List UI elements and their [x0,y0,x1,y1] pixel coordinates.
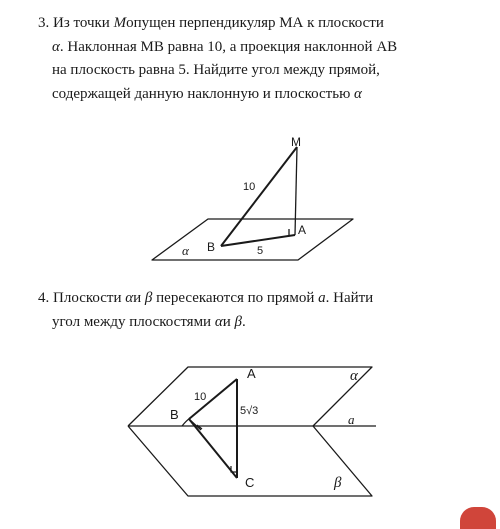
problem-4-text [38,287,478,334]
math-var-alpha: α [52,38,60,55]
label-line-a: a [348,412,355,427]
math-var-alpha: α [354,85,362,102]
label-B: B [207,240,216,254]
corner-badge [460,507,496,529]
label-AB-length: 5 [257,245,264,257]
problem-4-line-1 [38,287,478,311]
problem-3-text-part: опущен перпендикуляр МА к плоскости [126,15,384,31]
math-var-beta: β [144,290,153,306]
problem-3-number: 3. [38,15,50,31]
label-AC-length: 5√3 [240,405,259,417]
label-A: A [298,223,307,237]
segment-MB [221,147,297,246]
problem-4-text-part: . [241,313,246,330]
math-var-M: M [113,15,127,31]
label-MB-length: 10 [243,181,256,193]
problem-3-text-part: . Наклонная МВ равна 10, а проекция наклонной АВ [59,38,398,55]
label-BA-length: 10 [194,391,207,403]
problem-4-text-part: Плоскости [53,290,122,306]
problem-4-text-part: и [133,290,142,306]
label-plane-alpha: α [182,243,189,258]
problem-4-text-part: и [222,313,231,330]
problem-4-number: 4. [38,290,50,306]
problem-3-text-part: Из точки [53,15,110,31]
label-C: C [245,475,255,490]
problem-4-text-part: угол между плоскостями [52,313,212,330]
math-var-a: a [318,290,326,306]
label-plane-beta: β [334,475,342,491]
problem-4-line-2 [38,311,478,335]
label-M: M [291,135,301,149]
math-var-alpha: α [214,313,223,330]
label-B: B [170,407,179,422]
problem-3-text-part: содержащей данную наклонную и плоскостью [52,85,351,102]
problem-4-text-part: пересекаются по прямой [156,290,315,306]
math-var-beta: β [234,313,242,330]
problem-3-text-part: на плоскость равна 5. Найдите угол между прямой, [52,62,380,78]
segment-MA [295,147,297,235]
problem-4-text-part: . Найти [325,290,374,306]
math-var-alpha: α [125,290,134,306]
label-plane-alpha: α [350,368,358,384]
label-A: A [247,366,256,381]
